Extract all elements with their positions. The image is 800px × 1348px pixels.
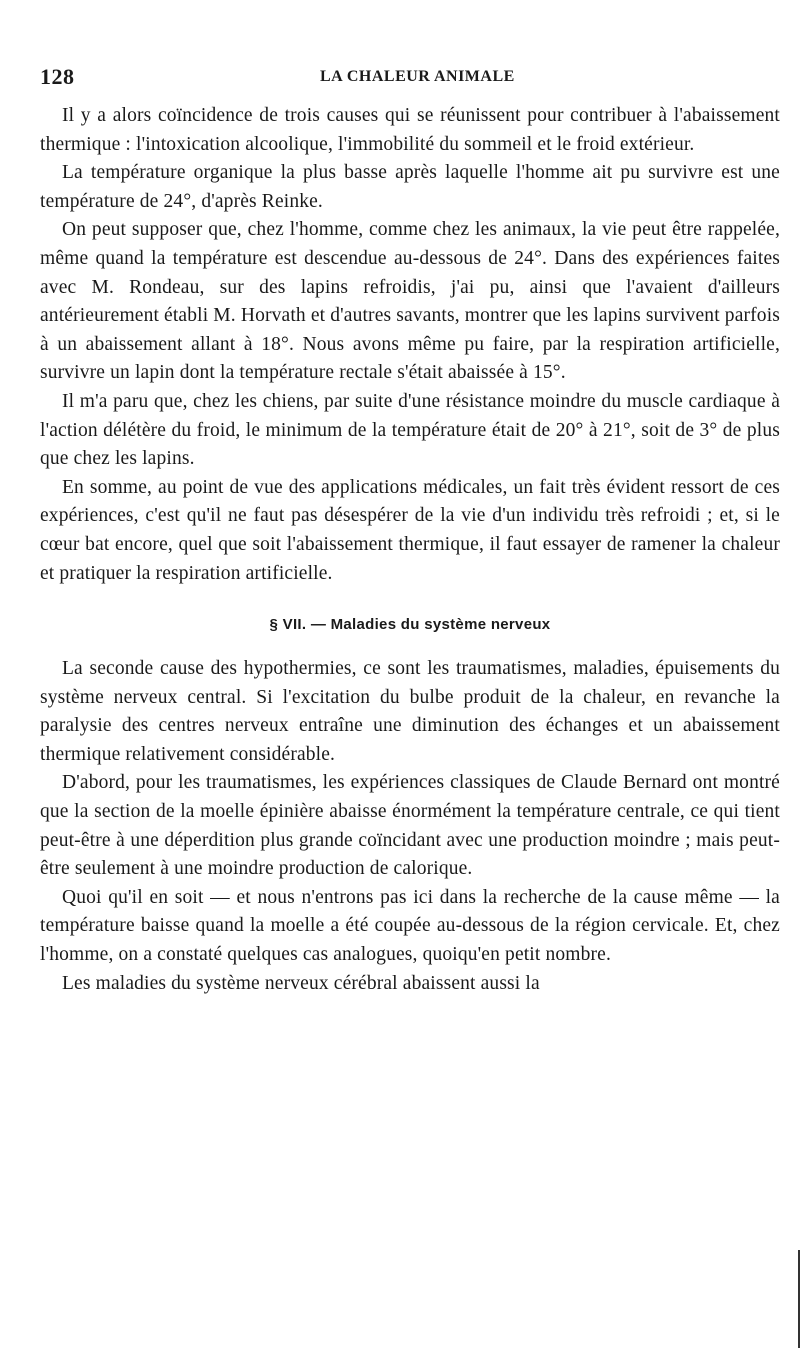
paragraph: Les maladies du système nerveux cérébral abaissent aussi la <box>62 972 540 994</box>
section-heading: § VII. — Maladies du système nerveux <box>269 616 551 634</box>
paragraph: Il m'a paru que, chez les chiens, par suite d'une résistance moindre du muscle cardiaque à l'action délétère du froid, le minimum de la température était de 20° à 21°, soit de 3° de plus que chez les lapins. <box>40 390 780 470</box>
paragraph: On peut supposer que, chez l'homme, comme chez les animaux, la vie peut être rappelée, même quand la température est descendue au-dessous de 24°. Dans des expériences faites avec M. Rondeau, sur des lapins refroidis, j'ai pu, ainsi que l'avaient d'ailleurs antérieurement établi M. Horvath et d'autres savants, montrer que les lapins survivent parfois à un abaissement allant à 18°. Nous avons même pu faire, par la respiration artificielle, survivre un lapin dont la température rectale s'était abaissée à 15°. <box>40 219 780 384</box>
paragraph: Quoi qu'il en soit — et nous n'entrons pas ici dans la recherche de la cause même — la température baisse quand la moelle a été coupée au-dessous de la région cervicale. Et, chez l'homme, on a constaté quelques cas analogues, quoiqu'en petit nombre. <box>40 886 780 966</box>
paragraph: En somme, au point de vue des applications médicales, un fait très évident ressort de ces expériences, c'est qu'il ne faut pas désespérer de la vie d'un individu très refroidi ; et, si le cœur bat encore, quel que soit l'abaissement thermique, il faut essayer de ramener la chaleur et pratiquer la respiration artificielle. <box>40 476 780 584</box>
body-text <box>40 102 780 998</box>
paragraph: La seconde cause des hypothermies, ce sont les traumatismes, maladies, épuisements du système nerveux central. Si l'excitation du bulbe produit de la chaleur, en revanche la paralysie des centres nerveux entraîne une diminution des échanges et un abaissement thermique relativement considérable. <box>40 658 780 765</box>
book-page <box>40 64 780 998</box>
running-head <box>40 64 780 94</box>
paragraph: Il y a alors coïncidence de trois causes qui se réunissent pour contribuer à l'abaissement thermique : l'intoxication alcoolique, l'immobilité du sommeil et le froid extérieur. <box>40 105 780 155</box>
paragraph: D'abord, pour les traumatismes, les expériences classiques de Claude Bernard ont montré que la section de la moelle épinière abaisse énormément la température centrale, ce qui tient peut-être à une déperdition plus grande coïncidant avec une production moindre ; mais peut-être seulement à une moindre production de calorique. <box>40 772 780 880</box>
paragraph: La température organique la plus basse après laquelle l'homme ait pu survivre est une température de 24°, d'après Reinke. <box>40 162 780 212</box>
running-title: LA CHALEUR ANIMALE <box>320 68 515 85</box>
page-number: 128 <box>40 64 75 89</box>
